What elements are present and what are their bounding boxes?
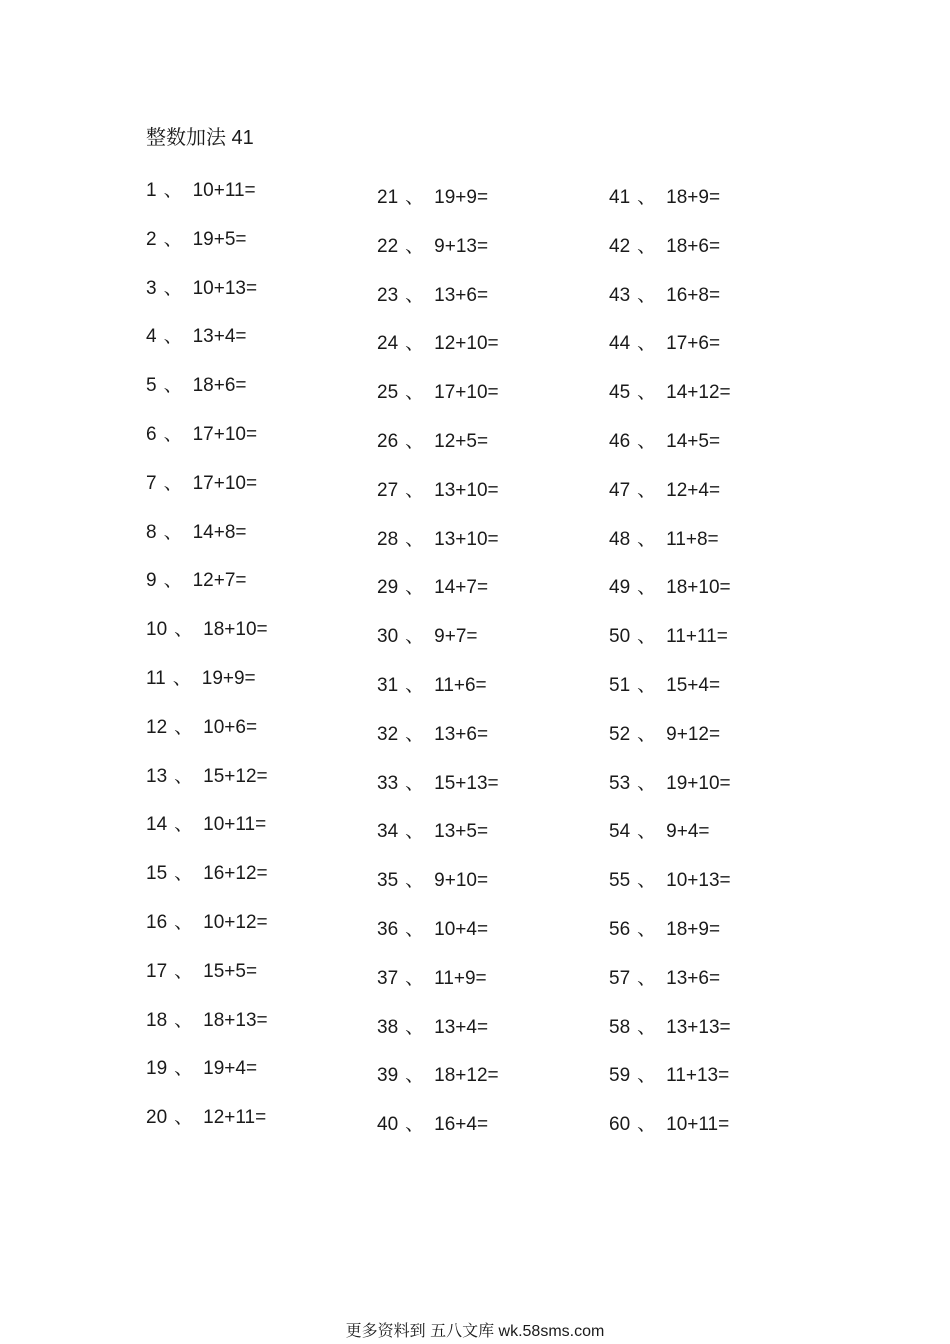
problem-number: 39 xyxy=(377,1065,399,1087)
problem-expression: 10+11= xyxy=(203,814,267,836)
problem-number: 14 xyxy=(146,814,168,836)
problem-number: 17 xyxy=(146,960,168,982)
problem-separator: 、 xyxy=(405,918,425,940)
problem-item xyxy=(146,860,268,909)
problem-expression: 9+4= xyxy=(666,821,710,843)
problem-column-3 xyxy=(609,184,731,1160)
problem-separator: 、 xyxy=(405,1016,425,1038)
problem-item xyxy=(377,428,499,477)
problem-expression: 13+10= xyxy=(434,479,499,501)
problem-separator: 、 xyxy=(172,667,192,689)
problem-item xyxy=(609,867,731,916)
page-title: 整数加法 41 xyxy=(146,127,254,149)
problem-expression: 16+8= xyxy=(666,284,721,306)
problem-number: 44 xyxy=(609,333,631,355)
problem-number: 7 xyxy=(146,472,157,494)
problem-item xyxy=(609,1062,731,1111)
problem-separator: 、 xyxy=(637,821,657,843)
problem-separator: 、 xyxy=(174,911,194,933)
problem-item xyxy=(609,721,731,770)
problem-number: 3 xyxy=(146,277,157,299)
problem-expression: 11+11= xyxy=(666,626,728,648)
problem-separator: 、 xyxy=(174,1058,194,1080)
problem-separator: 、 xyxy=(637,382,657,404)
problem-separator: 、 xyxy=(405,821,425,843)
problem-expression: 15+12= xyxy=(203,765,268,787)
problem-item xyxy=(609,477,731,526)
problem-item xyxy=(609,574,731,623)
problem-expression: 10+13= xyxy=(666,870,731,892)
problem-number: 9 xyxy=(146,570,157,592)
problem-expression: 18+9= xyxy=(666,918,721,940)
problem-number: 32 xyxy=(377,723,399,745)
problem-item xyxy=(377,574,499,623)
footer-watermark-text: 更多资料到 五八文库 wk.58sms.com xyxy=(345,1323,605,1340)
problem-number: 12 xyxy=(146,716,168,738)
problem-item xyxy=(377,233,499,282)
problem-item xyxy=(609,623,731,672)
problem-number: 20 xyxy=(146,1107,168,1129)
problem-item xyxy=(146,226,268,275)
problem-expression: 10+12= xyxy=(203,911,268,933)
problem-item xyxy=(377,1111,499,1160)
problem-item xyxy=(146,421,268,470)
problem-expression: 18+12= xyxy=(434,1065,499,1087)
problem-number: 4 xyxy=(146,326,157,348)
problem-expression: 13+6= xyxy=(434,284,489,306)
problem-separator: 、 xyxy=(163,228,183,250)
problem-item xyxy=(609,672,731,721)
problem-item xyxy=(609,1014,731,1063)
problem-item xyxy=(609,526,731,575)
problem-expression: 13+5= xyxy=(434,821,489,843)
problem-item xyxy=(377,477,499,526)
problem-number: 58 xyxy=(609,1016,631,1038)
problem-item xyxy=(377,770,499,819)
problem-column-1 xyxy=(146,177,268,1153)
problem-separator: 、 xyxy=(405,1065,425,1087)
problem-number: 60 xyxy=(609,1114,631,1136)
problem-expression: 10+6= xyxy=(203,716,258,738)
problem-separator: 、 xyxy=(637,1016,657,1038)
problem-expression: 10+11= xyxy=(192,180,256,201)
problem-expression: 16+12= xyxy=(203,863,268,885)
problem-separator: 、 xyxy=(405,382,425,404)
problem-number: 18 xyxy=(146,1009,168,1031)
problem-expression: 9+13= xyxy=(434,235,489,257)
problem-expression: 13+13= xyxy=(666,1016,731,1038)
problem-expression: 18+10= xyxy=(666,577,731,599)
problem-expression: 13+4= xyxy=(192,326,247,348)
problem-expression: 18+9= xyxy=(666,187,721,208)
problem-expression: 11+13= xyxy=(666,1065,730,1087)
problem-number: 48 xyxy=(609,528,631,550)
problem-separator: 、 xyxy=(637,626,657,648)
problem-item xyxy=(146,470,268,519)
problem-number: 59 xyxy=(609,1065,631,1087)
problem-item xyxy=(146,567,268,616)
problem-expression: 18+6= xyxy=(192,375,247,397)
problem-number: 10 xyxy=(146,619,168,641)
problem-number: 52 xyxy=(609,723,631,745)
problem-expression: 17+10= xyxy=(434,382,499,404)
problem-separator: 、 xyxy=(163,277,183,299)
problem-number: 8 xyxy=(146,521,157,543)
problem-separator: 、 xyxy=(174,716,194,738)
problem-separator: 、 xyxy=(163,472,183,494)
problem-expression: 16+4= xyxy=(434,1114,489,1136)
problem-separator: 、 xyxy=(637,235,657,257)
problem-number: 2 xyxy=(146,228,157,250)
problem-separator: 、 xyxy=(637,1065,657,1087)
problem-number: 57 xyxy=(609,967,631,989)
problem-separator: 、 xyxy=(174,814,194,836)
problem-number: 16 xyxy=(146,911,168,933)
problem-separator: 、 xyxy=(405,1114,425,1136)
problem-number: 26 xyxy=(377,430,399,452)
problem-item xyxy=(146,1007,268,1056)
problem-separator: 、 xyxy=(174,1107,194,1129)
problem-item xyxy=(377,330,499,379)
problem-separator: 、 xyxy=(405,333,425,355)
problem-expression: 11+9= xyxy=(434,967,487,989)
problem-separator: 、 xyxy=(405,870,425,892)
problem-item xyxy=(146,372,268,421)
problem-separator: 、 xyxy=(163,375,183,397)
problem-expression: 9+7= xyxy=(434,626,478,648)
problem-expression: 12+7= xyxy=(192,570,247,592)
problem-number: 51 xyxy=(609,674,631,696)
problem-separator: 、 xyxy=(174,960,194,982)
problem-item xyxy=(146,958,268,1007)
problem-separator: 、 xyxy=(174,765,194,787)
problem-expression: 14+12= xyxy=(666,382,731,404)
problem-number: 42 xyxy=(609,235,631,257)
problem-number: 33 xyxy=(377,772,399,794)
problem-separator: 、 xyxy=(637,918,657,940)
problem-item xyxy=(146,665,268,714)
problem-number: 13 xyxy=(146,765,168,787)
problem-item xyxy=(377,965,499,1014)
problem-separator: 、 xyxy=(174,1009,194,1031)
problem-expression: 10+13= xyxy=(192,277,258,299)
problem-separator: 、 xyxy=(405,967,425,989)
problem-expression: 18+6= xyxy=(666,235,721,257)
problem-item xyxy=(609,818,731,867)
problem-item xyxy=(609,916,731,965)
problem-separator: 、 xyxy=(405,723,425,745)
problem-separator: 、 xyxy=(637,333,657,355)
problem-item xyxy=(146,1104,268,1153)
problem-item xyxy=(146,616,268,665)
problem-separator: 、 xyxy=(637,577,657,599)
problem-item xyxy=(146,323,268,372)
problem-number: 15 xyxy=(146,863,168,885)
problem-expression: 17+10= xyxy=(192,423,258,445)
problem-expression: 17+10= xyxy=(192,472,258,494)
problem-item xyxy=(146,1055,268,1104)
problem-separator: 、 xyxy=(163,326,183,348)
problem-item xyxy=(377,282,499,331)
problem-expression: 15+13= xyxy=(434,772,499,794)
problem-number: 54 xyxy=(609,821,631,843)
problem-number: 6 xyxy=(146,423,157,445)
problem-number: 31 xyxy=(377,674,399,696)
problem-number: 41 xyxy=(609,187,631,208)
problem-item xyxy=(377,916,499,965)
problem-number: 49 xyxy=(609,577,631,599)
problem-separator: 、 xyxy=(405,674,425,696)
problem-item xyxy=(146,714,268,763)
problem-number: 34 xyxy=(377,821,399,843)
problem-number: 45 xyxy=(609,382,631,404)
problem-separator: 、 xyxy=(405,528,425,550)
problem-separator: 、 xyxy=(405,187,425,208)
problem-separator: 、 xyxy=(405,284,425,306)
problem-expression: 14+5= xyxy=(666,430,721,452)
problem-separator: 、 xyxy=(637,772,657,794)
problem-number: 40 xyxy=(377,1114,399,1136)
problem-expression: 18+10= xyxy=(203,619,268,641)
problem-number: 1 xyxy=(146,180,157,201)
problem-item xyxy=(377,379,499,428)
problem-separator: 、 xyxy=(405,577,425,599)
problem-separator: 、 xyxy=(637,430,657,452)
problem-separator: 、 xyxy=(637,870,657,892)
problem-number: 11 xyxy=(146,667,166,689)
problem-expression: 12+10= xyxy=(434,333,499,355)
problem-expression: 19+9= xyxy=(201,667,256,689)
problem-item xyxy=(609,770,731,819)
problem-separator: 、 xyxy=(637,723,657,745)
problem-expression: 10+4= xyxy=(434,918,489,940)
problem-expression: 11+8= xyxy=(666,528,719,550)
problem-number: 19 xyxy=(146,1058,168,1080)
problem-item xyxy=(609,965,731,1014)
problem-expression: 19+10= xyxy=(666,772,731,794)
problem-number: 55 xyxy=(609,870,631,892)
problem-item xyxy=(377,867,499,916)
problem-separator: 、 xyxy=(174,863,194,885)
problem-separator: 、 xyxy=(163,521,183,543)
problem-expression: 15+4= xyxy=(666,674,721,696)
problem-item xyxy=(146,763,268,812)
problem-item xyxy=(146,811,268,860)
problem-item xyxy=(609,330,731,379)
problem-separator: 、 xyxy=(637,674,657,696)
problem-item xyxy=(609,379,731,428)
problem-number: 22 xyxy=(377,235,399,257)
problem-expression: 19+9= xyxy=(434,187,489,208)
problem-number: 37 xyxy=(377,967,399,989)
problem-number: 5 xyxy=(146,375,157,397)
problem-separator: 、 xyxy=(163,423,183,445)
problem-separator: 、 xyxy=(637,967,657,989)
problem-item xyxy=(377,721,499,770)
problem-item xyxy=(146,275,268,324)
problem-item xyxy=(146,177,268,226)
problem-separator: 、 xyxy=(405,235,425,257)
problem-expression: 14+8= xyxy=(192,521,247,543)
problem-item xyxy=(609,233,731,282)
problem-expression: 13+6= xyxy=(434,723,489,745)
problem-separator: 、 xyxy=(405,430,425,452)
problem-number: 30 xyxy=(377,626,399,648)
problem-separator: 、 xyxy=(174,619,194,641)
problem-expression: 13+4= xyxy=(434,1016,489,1038)
problem-number: 23 xyxy=(377,284,399,306)
problem-expression: 18+13= xyxy=(203,1009,268,1031)
problem-expression: 13+6= xyxy=(666,967,721,989)
problem-expression: 9+12= xyxy=(666,723,721,745)
problem-number: 36 xyxy=(377,918,399,940)
problem-separator: 、 xyxy=(637,528,657,550)
problem-separator: 、 xyxy=(637,187,657,208)
problem-number: 27 xyxy=(377,479,399,501)
problem-item xyxy=(377,526,499,575)
problem-item xyxy=(146,909,268,958)
problem-number: 25 xyxy=(377,382,399,404)
problem-number: 24 xyxy=(377,333,399,355)
problem-item xyxy=(609,1111,731,1160)
problem-expression: 15+5= xyxy=(203,960,258,982)
problem-number: 56 xyxy=(609,918,631,940)
problem-separator: 、 xyxy=(163,570,183,592)
problem-number: 35 xyxy=(377,870,399,892)
problem-item xyxy=(609,428,731,477)
problem-item xyxy=(377,184,499,233)
problem-expression: 19+4= xyxy=(203,1058,258,1080)
problem-separator: 、 xyxy=(637,284,657,306)
problem-number: 38 xyxy=(377,1016,399,1038)
problem-expression: 12+11= xyxy=(203,1107,267,1129)
problem-expression: 9+10= xyxy=(434,870,489,892)
problem-separator: 、 xyxy=(405,626,425,648)
problem-number: 50 xyxy=(609,626,631,648)
problem-number: 47 xyxy=(609,479,631,501)
problem-expression: 17+6= xyxy=(666,333,721,355)
problem-number: 29 xyxy=(377,577,399,599)
problem-item xyxy=(377,672,499,721)
problem-item xyxy=(146,519,268,568)
problem-number: 53 xyxy=(609,772,631,794)
problem-expression: 19+5= xyxy=(192,228,247,250)
problem-separator: 、 xyxy=(405,479,425,501)
problem-separator: 、 xyxy=(163,180,183,201)
problem-item xyxy=(377,1062,499,1111)
problem-separator: 、 xyxy=(405,772,425,794)
problem-separator: 、 xyxy=(637,1114,657,1136)
problem-number: 21 xyxy=(377,187,399,208)
problem-expression: 11+6= xyxy=(434,674,487,696)
problem-expression: 12+5= xyxy=(434,430,489,452)
problem-expression: 10+11= xyxy=(666,1114,730,1136)
problem-expression: 12+4= xyxy=(666,479,721,501)
problem-expression: 13+10= xyxy=(434,528,499,550)
problem-separator: 、 xyxy=(637,479,657,501)
problem-column-2 xyxy=(377,184,499,1160)
problem-item xyxy=(609,184,731,233)
problem-expression: 14+7= xyxy=(434,577,489,599)
problem-item xyxy=(609,282,731,331)
problem-number: 28 xyxy=(377,528,399,550)
problem-item xyxy=(377,1014,499,1063)
problem-number: 43 xyxy=(609,284,631,306)
problem-number: 46 xyxy=(609,430,631,452)
problem-item xyxy=(377,623,499,672)
problem-item xyxy=(377,818,499,867)
